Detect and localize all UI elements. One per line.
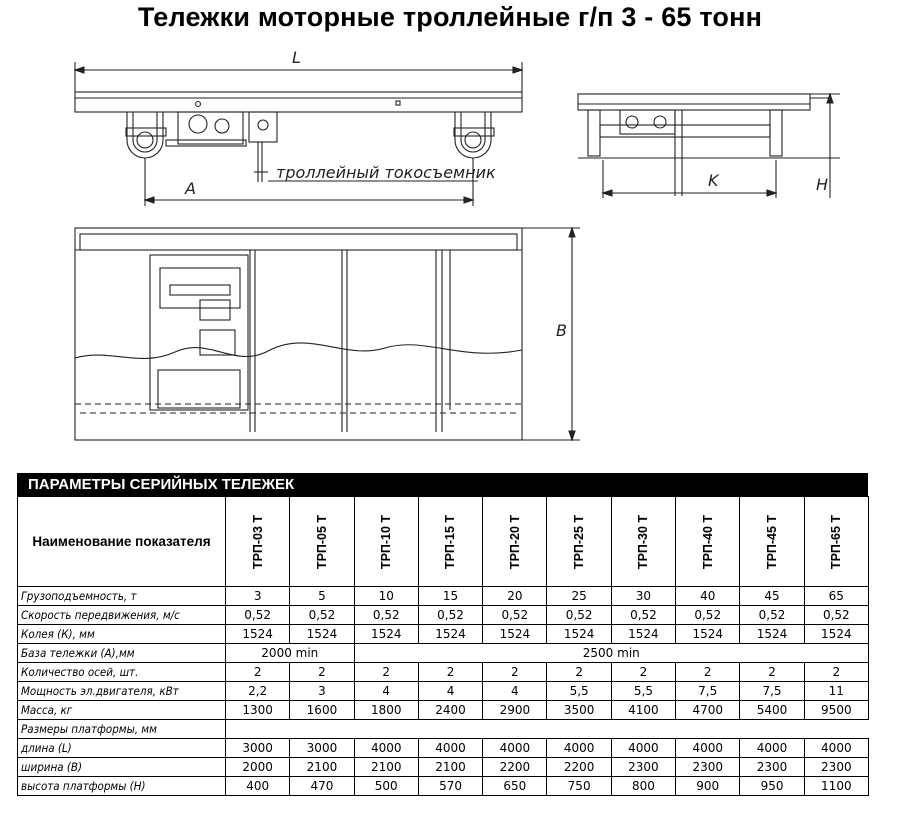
table-cell-merged: 2000 min xyxy=(226,644,355,663)
header-row xyxy=(18,497,869,587)
table-cell: 0,52 xyxy=(418,606,482,625)
table-cell: 0,52 xyxy=(804,606,868,625)
table-cell: 2200 xyxy=(483,758,547,777)
row-label: Колея (К), мм xyxy=(18,625,226,644)
table-cell: 2 xyxy=(483,663,547,682)
model-header: ТРП-65 Т xyxy=(804,497,868,587)
table-cell: 2,2 xyxy=(226,682,290,701)
table-cell xyxy=(226,720,290,739)
table-banner: ПАРАМЕТРЫ СЕРИЙНЫХ ТЕЛЕЖЕК xyxy=(17,473,868,497)
table-row xyxy=(18,720,869,739)
table-cell: 45 xyxy=(740,587,804,606)
dim-label-L: L xyxy=(292,48,301,67)
table-cell: 1300 xyxy=(226,701,290,720)
model-header: ТРП-15 Т xyxy=(418,497,482,587)
table-cell: 65 xyxy=(804,587,868,606)
table-cell: 0,52 xyxy=(354,606,418,625)
table-cell: 15 xyxy=(418,587,482,606)
model-header: ТРП-03 Т xyxy=(226,497,290,587)
end-view xyxy=(578,94,840,198)
table-cell: 9500 xyxy=(804,701,868,720)
table-cell xyxy=(418,720,482,739)
table-cell: 2400 xyxy=(418,701,482,720)
table-cell: 3000 xyxy=(290,739,354,758)
table-row xyxy=(18,625,869,644)
column-header-name: Наименование показателя xyxy=(18,497,226,587)
table-cell: 1524 xyxy=(676,625,740,644)
table-cell: 25 xyxy=(547,587,611,606)
table-cell: 2 xyxy=(354,663,418,682)
table-cell: 1100 xyxy=(804,777,868,796)
table-cell: 400 xyxy=(226,777,290,796)
table-cell: 4000 xyxy=(804,739,868,758)
table-cell: 2200 xyxy=(547,758,611,777)
table-cell: 4700 xyxy=(676,701,740,720)
table-cell: 3 xyxy=(226,587,290,606)
top-view xyxy=(75,228,580,440)
table-cell xyxy=(547,720,611,739)
table-cell: 0,52 xyxy=(547,606,611,625)
table-cell: 2100 xyxy=(354,758,418,777)
table-cell: 0,52 xyxy=(483,606,547,625)
table-cell: 750 xyxy=(547,777,611,796)
table-cell: 2 xyxy=(740,663,804,682)
table-body xyxy=(18,587,869,796)
table-cell: 1800 xyxy=(354,701,418,720)
model-header: ТРП-40 Т xyxy=(676,497,740,587)
table-cell: 5,5 xyxy=(611,682,675,701)
table-cell: 570 xyxy=(418,777,482,796)
table-row xyxy=(18,758,869,777)
table-cell: 2 xyxy=(804,663,868,682)
table-cell: 1524 xyxy=(611,625,675,644)
table-cell: 2 xyxy=(676,663,740,682)
table-cell: 1524 xyxy=(418,625,482,644)
model-header: ТРП-05 Т xyxy=(290,497,354,587)
table-cell: 500 xyxy=(354,777,418,796)
row-label: База тележки (А),мм xyxy=(18,644,226,663)
row-label: Количество осей, шт. xyxy=(18,663,226,682)
table-cell: 2300 xyxy=(740,758,804,777)
table-cell: 0,52 xyxy=(290,606,354,625)
table-cell: 2100 xyxy=(418,758,482,777)
table-cell: 4000 xyxy=(418,739,482,758)
table-cell: 2 xyxy=(547,663,611,682)
table-row xyxy=(18,587,869,606)
table-cell: 40 xyxy=(676,587,740,606)
dim-label-A: A xyxy=(185,179,196,198)
parameters-table xyxy=(17,496,869,796)
row-label: Масса, кг xyxy=(18,701,226,720)
dim-label-K: K xyxy=(708,171,719,190)
table-cell: 4100 xyxy=(611,701,675,720)
table-cell: 5,5 xyxy=(547,682,611,701)
table-cell: 2300 xyxy=(804,758,868,777)
table-cell: 1524 xyxy=(547,625,611,644)
table-cell: 1524 xyxy=(483,625,547,644)
table-cell: 470 xyxy=(290,777,354,796)
table-cell xyxy=(804,720,868,739)
table-cell: 20 xyxy=(483,587,547,606)
table-cell: 4 xyxy=(483,682,547,701)
dim-label-B: B xyxy=(556,321,567,340)
table-cell: 11 xyxy=(804,682,868,701)
model-header: ТРП-20 Т xyxy=(483,497,547,587)
row-label: Размеры платформы, мм xyxy=(18,720,226,739)
table-cell: 0,52 xyxy=(226,606,290,625)
table-cell: 4000 xyxy=(483,739,547,758)
table-cell: 0,52 xyxy=(676,606,740,625)
table-cell: 1524 xyxy=(290,625,354,644)
table-cell xyxy=(676,720,740,739)
table-cell: 2900 xyxy=(483,701,547,720)
table-row xyxy=(18,682,869,701)
table-cell xyxy=(354,720,418,739)
table-cell: 10 xyxy=(354,587,418,606)
table-cell: 1524 xyxy=(226,625,290,644)
table-cell: 1600 xyxy=(290,701,354,720)
table-cell: 800 xyxy=(611,777,675,796)
table-cell: 3000 xyxy=(226,739,290,758)
table-cell xyxy=(740,720,804,739)
table-cell: 3500 xyxy=(547,701,611,720)
table-row xyxy=(18,777,869,796)
table-row xyxy=(18,663,869,682)
table-cell: 650 xyxy=(483,777,547,796)
table-cell: 950 xyxy=(740,777,804,796)
table-cell: 2 xyxy=(611,663,675,682)
table-cell: 5 xyxy=(290,587,354,606)
table-cell: 4000 xyxy=(547,739,611,758)
table-cell: 30 xyxy=(611,587,675,606)
table-cell xyxy=(611,720,675,739)
row-label: длина (L) xyxy=(18,739,226,758)
table-cell-merged: 2500 min xyxy=(354,644,868,663)
table-row xyxy=(18,606,869,625)
table-cell: 2 xyxy=(290,663,354,682)
table-cell: 7,5 xyxy=(676,682,740,701)
table-cell: 7,5 xyxy=(740,682,804,701)
table-row xyxy=(18,701,869,720)
table-cell: 4 xyxy=(418,682,482,701)
trolley-note: троллейный токосъемник xyxy=(276,163,496,182)
row-label: ширина (B) xyxy=(18,758,226,777)
table-cell: 1524 xyxy=(740,625,804,644)
dim-label-H: H xyxy=(816,175,829,194)
table-cell: 900 xyxy=(676,777,740,796)
table-cell: 4000 xyxy=(740,739,804,758)
table-cell: 0,52 xyxy=(740,606,804,625)
table-row xyxy=(18,644,869,663)
table-cell: 4000 xyxy=(611,739,675,758)
table-cell: 2 xyxy=(226,663,290,682)
row-label: Грузоподъемность, т xyxy=(18,587,226,606)
table-cell xyxy=(290,720,354,739)
page-title: Тележки моторные троллейные г/п 3 - 65 тонн xyxy=(137,2,763,32)
table-cell: 1524 xyxy=(804,625,868,644)
table-cell: 2100 xyxy=(290,758,354,777)
table-cell: 4 xyxy=(354,682,418,701)
table-cell: 2300 xyxy=(611,758,675,777)
table-cell: 2 xyxy=(418,663,482,682)
table-row xyxy=(18,739,869,758)
table-cell: 2000 xyxy=(226,758,290,777)
row-label: Скорость передвижения, м/с xyxy=(18,606,226,625)
table-cell: 2300 xyxy=(676,758,740,777)
model-header: ТРП-45 Т xyxy=(740,497,804,587)
table-cell: 0,52 xyxy=(611,606,675,625)
table-cell: 5400 xyxy=(740,701,804,720)
table-cell xyxy=(483,720,547,739)
row-label: высота платформы (H) xyxy=(18,777,226,796)
table-cell: 4000 xyxy=(676,739,740,758)
side-view xyxy=(75,48,522,206)
row-label: Мощность эл.двигателя, кВт xyxy=(18,682,226,701)
model-header: ТРП-10 Т xyxy=(354,497,418,587)
table-cell: 1524 xyxy=(354,625,418,644)
model-header: ТРП-25 Т xyxy=(547,497,611,587)
model-header: ТРП-30 Т xyxy=(611,497,675,587)
table-cell: 3 xyxy=(290,682,354,701)
table-cell: 4000 xyxy=(354,739,418,758)
